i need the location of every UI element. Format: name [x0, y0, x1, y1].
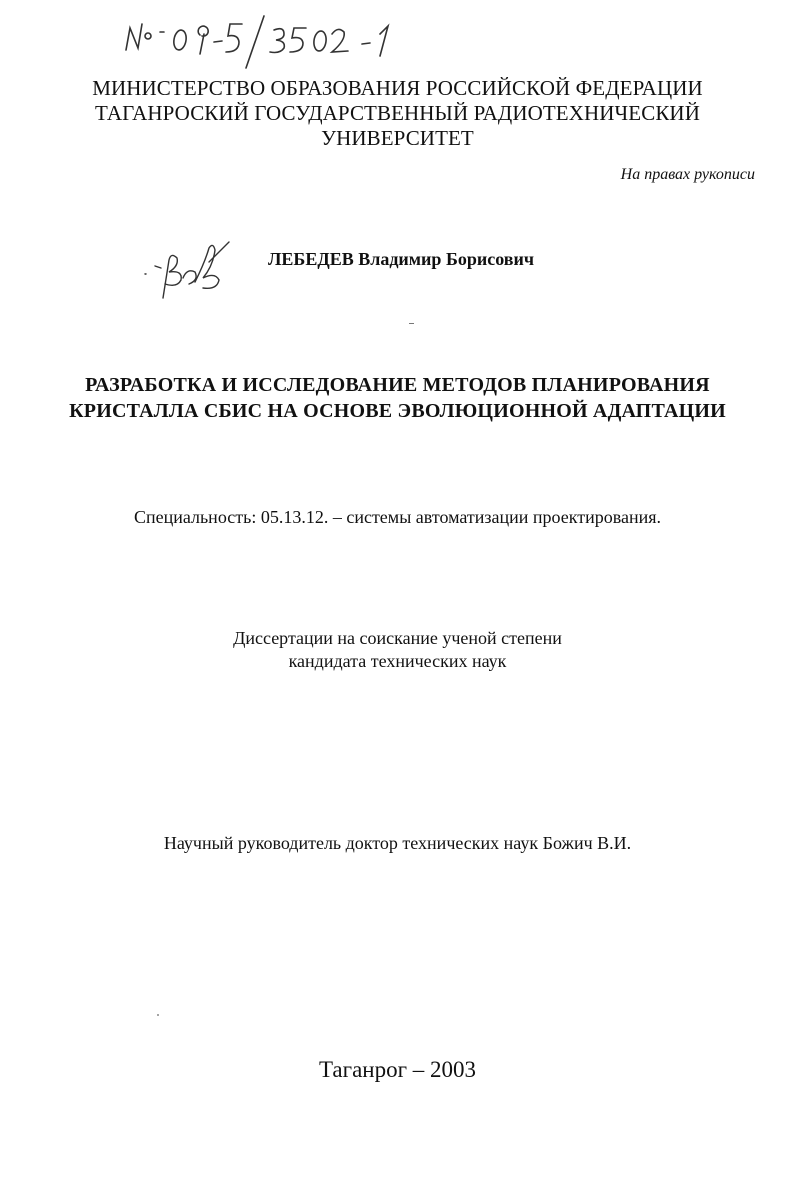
author-name: ЛЕБЕДЕВ Владимир Борисович — [268, 249, 535, 269]
ministry-line-2: ТАГАНРОСКИЙ ГОСУДАРСТВЕННЫЙ РАДИОТЕХНИЧЕСКИЙ — [95, 101, 700, 125]
ministry-header — [0, 76, 795, 151]
degree-line-1: Диссертации на соискание ученой степени — [233, 628, 562, 648]
dissertation-title — [0, 372, 795, 424]
degree-line-2: кандидата технических наук — [288, 651, 507, 671]
city-year: Таганрог – 2003 — [318, 1057, 477, 1082]
degree-statement — [0, 627, 795, 673]
scan-dot — [157, 1014, 159, 1016]
scan-mark — [409, 323, 414, 324]
manuscript-note: На правах рукописи — [620, 166, 755, 183]
supervisor: Научный руководитель доктор технических наук Божич В.И. — [163, 833, 632, 853]
title-line-2: КРИСТАЛЛА СБИС НА ОСНОВЕ ЭВОЛЮЦИОННОЙ АДАПТАЦИИ — [69, 400, 726, 422]
ministry-line-3: УНИВЕРСИТЕТ — [321, 126, 474, 150]
title-line-1: РАЗРАБОТКА И ИССЛЕДОВАНИЕ МЕТОДОВ ПЛАНИРОВАНИЯ — [85, 374, 710, 396]
specialty: Специальность: 05.13.12. – системы автоматизации проектирования. — [133, 507, 662, 527]
ministry-line-1: МИНИСТЕРСТВО ОБРАЗОВАНИЯ РОССИЙСКОЙ ФЕДЕРАЦИИ — [92, 76, 703, 100]
handwritten-registration-number — [118, 10, 478, 70]
author-signature — [143, 238, 235, 310]
